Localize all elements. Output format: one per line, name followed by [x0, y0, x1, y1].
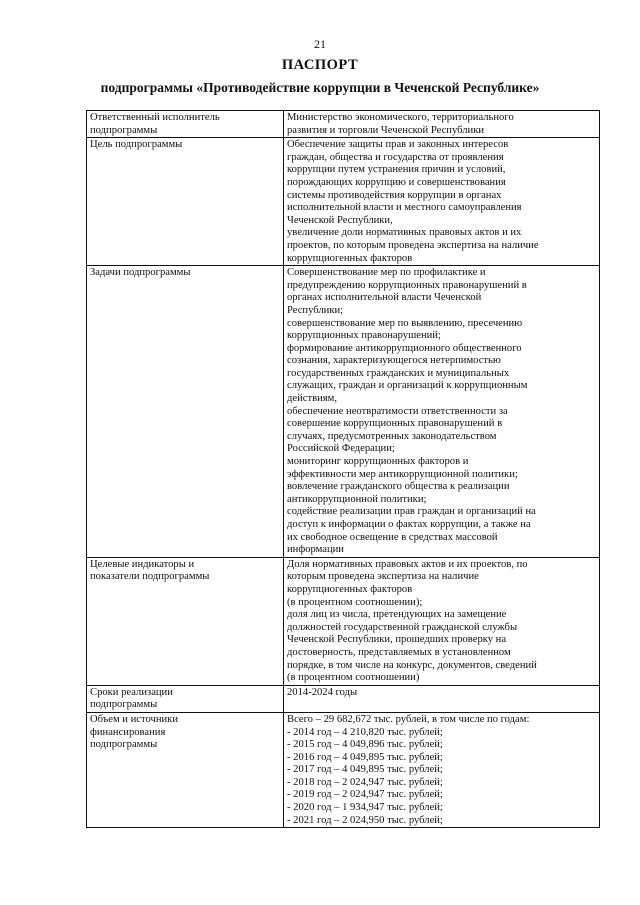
value-line: доступ к информации о фактах коррупции, а также на	[287, 519, 531, 530]
table-row	[87, 138, 600, 266]
table-row	[87, 557, 600, 685]
table-row	[87, 266, 600, 558]
value-line: совершение коррупционных правонарушений в	[287, 418, 503, 430]
value-line: 2014-2024 годы	[287, 686, 358, 698]
value-line: антикоррупционной политики;	[287, 493, 427, 505]
value-line: вовлечение гражданского общества к реализации	[287, 481, 510, 493]
value-line: совершенствование мер по выявлению, пресечению	[287, 317, 523, 329]
row-value-cell	[284, 138, 600, 266]
value-line: - 2020 год – 1 934,947 тыс. рублей;	[287, 802, 443, 814]
row-value-cell	[284, 266, 600, 558]
value-line: их свободное освещение в средствах массовой	[287, 531, 498, 543]
value-line: Российской Федерации;	[287, 443, 395, 455]
value-line: (в процентном соотношении);	[287, 596, 423, 608]
value-line: сознания, характеризующегося нетерпимостью	[287, 355, 501, 367]
row-value-cell	[284, 685, 600, 712]
label-line: Задачи подпрограммы	[90, 267, 191, 279]
label-line: подпрограммы	[90, 124, 158, 136]
value-line: Министерство экономического, территориального	[287, 112, 514, 123]
row-label-cell	[87, 712, 284, 827]
value-line: (в процентном соотношении)	[287, 672, 420, 684]
value-line: эффективности мер антикоррупционной политики;	[287, 468, 518, 480]
value-line: - 2014 год – 4 210,820 тыс. рублей;	[287, 726, 443, 738]
row-label-cell	[87, 557, 284, 685]
row-value-cell	[284, 557, 600, 685]
value-line: Чеченской Республики,	[287, 214, 393, 226]
passport-table	[86, 110, 600, 828]
table-row	[87, 111, 600, 138]
label-line: Объем и источники	[90, 713, 178, 725]
value-line: мониторинг коррупционных факторов и	[287, 456, 469, 468]
value-line: содействие реализации прав граждан и организаций на	[287, 506, 536, 518]
label-line: подпрограммы	[90, 699, 158, 711]
value-line: Всего – 29 682,672 тыс. рублей, в том числе по годам:	[287, 713, 530, 725]
value-line: Совершенствование мер по профилактике и	[287, 267, 486, 279]
value-line: обеспечение неотвратимости ответственности за	[287, 405, 508, 417]
value-line: доля лиц из числа, претендующих на замещение	[287, 609, 507, 621]
value-line: развития и торговли Чеченской Республики	[287, 124, 485, 136]
value-line: которым проведена экспертиза на наличие	[287, 571, 479, 583]
page-number: 21	[314, 37, 326, 51]
value-line: - 2021 год – 2 024,950 тыс. рублей;	[287, 814, 443, 826]
label-line: Ответственный исполнитель	[90, 112, 220, 123]
value-line: Доля нормативных правовых актов и их проектов, по	[287, 558, 528, 570]
row-label-cell	[87, 138, 284, 266]
label-line: Целевые индикаторы и	[90, 558, 195, 570]
value-line: служащих, граждан и организаций к коррупционным	[287, 380, 528, 392]
value-line: достоверность, представляемых в установленном	[287, 646, 511, 658]
row-label-cell	[87, 266, 284, 558]
label-line: Сроки реализации	[90, 686, 173, 698]
value-line: проектов, по которым проведена экспертиза на наличие	[287, 239, 539, 251]
value-line: случаях, предусмотренных законодательством	[287, 430, 497, 442]
value-line: увеличение доли нормативных правовых актов и их	[287, 227, 522, 239]
value-line: граждан, общества и государства от проявления	[287, 151, 504, 163]
label-line: Цель подпрограммы	[90, 139, 183, 151]
value-line: системы противодействия коррупции в органах	[287, 189, 502, 201]
value-line: органах исполнительной власти Чеченской	[287, 292, 482, 304]
page-title: ПАСПОРТ	[281, 57, 359, 73]
value-line: - 2017 год – 4 049,895 тыс. рублей;	[287, 764, 443, 776]
value-line: коррупциогенных факторов	[287, 583, 413, 595]
value-line: должностей государственной гражданской службы	[287, 621, 518, 633]
row-value-cell	[284, 712, 600, 827]
value-line: порождающих коррупцию и совершенствования	[287, 176, 506, 188]
label-line: показатели подпрограммы	[90, 571, 210, 583]
table-row	[87, 685, 600, 712]
value-line: - 2018 год – 2 024,947 тыс. рублей;	[287, 776, 443, 788]
value-line: Республики;	[287, 304, 344, 316]
value-line: Чеченской Республики, прошедших проверку на	[287, 634, 507, 646]
value-line: предупреждению коррупционных правонарушений в	[287, 279, 527, 291]
passport-table-body	[87, 111, 600, 828]
row-value-cell	[284, 111, 600, 138]
value-line: коррупциогенных факторов	[287, 252, 413, 264]
page-subtitle: подпрограммы «Противодействие коррупции в Чеченской Республике»	[100, 80, 540, 95]
row-label-cell	[87, 685, 284, 712]
value-line: Обеспечение защиты прав и законных интересов	[287, 139, 509, 151]
row-label-cell	[87, 111, 284, 138]
value-line: порядке, в том числе на конкурс, документов, сведений	[287, 659, 537, 671]
label-line: подпрограммы	[90, 739, 158, 751]
value-line: - 2016 год – 4 049,895 тыс. рублей;	[287, 751, 443, 763]
value-line: формирование антикоррупционного общественного	[287, 342, 522, 354]
value-line: информации	[287, 544, 344, 556]
value-line: - 2015 год – 4 049,896 тыс. рублей;	[287, 739, 443, 751]
value-line: действиям,	[287, 393, 337, 405]
value-line: государственных гражданских и муниципальных	[287, 367, 510, 379]
value-line: коррупционных правонарушений;	[287, 330, 441, 342]
value-line: коррупции путем устранения причин и условий,	[287, 164, 506, 176]
value-line: - 2019 год – 2 024,947 тыс. рублей;	[287, 789, 443, 801]
table-row	[87, 712, 600, 827]
label-line: финансирования	[90, 726, 166, 738]
value-line: исполнительной власти и местного самоуправления	[287, 202, 522, 214]
